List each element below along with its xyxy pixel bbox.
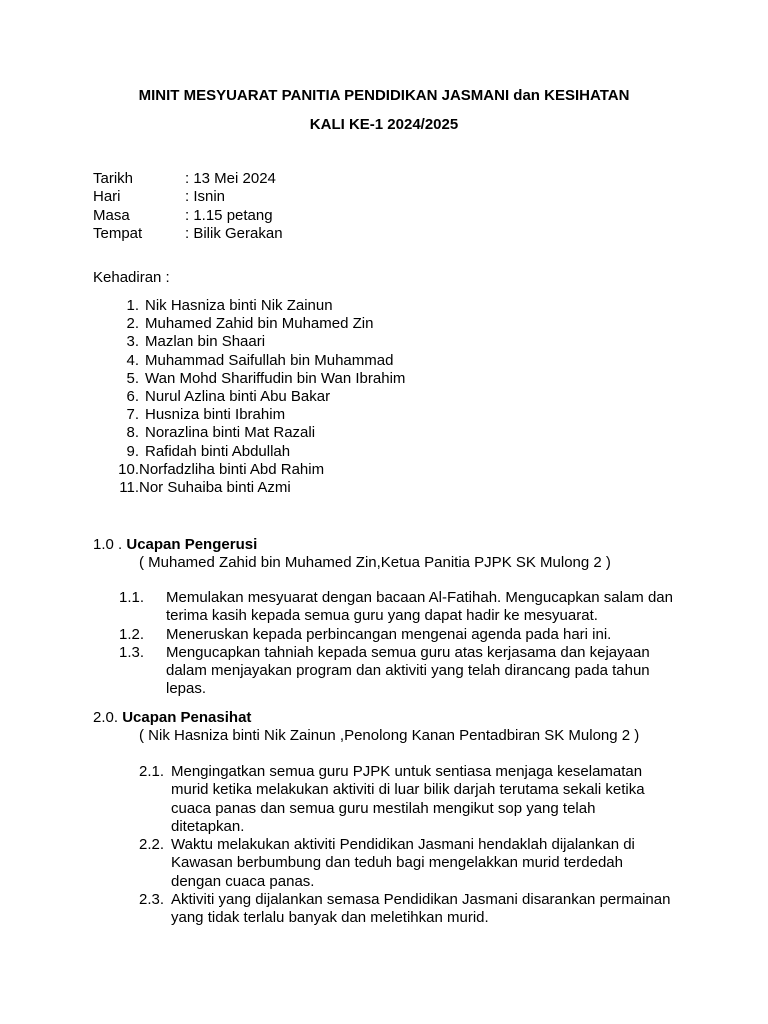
list-number: 11. (119, 478, 139, 496)
section-number: 2.0. (93, 709, 123, 726)
attendee-name: Nor Suhaiba binti Azmi (139, 478, 291, 496)
point-number: 2.2. (139, 836, 165, 854)
attendance-list (93, 297, 405, 497)
detail-value: : 1.15 petang (185, 206, 273, 224)
point-text: Meneruskan kepada perbincangan mengenai agenda pada hari ini. (166, 625, 612, 643)
list-item (93, 315, 405, 333)
list-number: 2. (126, 315, 139, 333)
list-item (93, 479, 405, 497)
section-1-points (93, 589, 693, 699)
detail-label: Hari (93, 188, 121, 206)
section-2-heading (93, 709, 251, 727)
list-number: 10. (118, 460, 139, 478)
list-item (139, 891, 679, 928)
point-text: Waktu melakukan aktiviti Pendidikan Jasmani hendaklah dijalankan di Kawasan berbumbung dan teduh bagi mengelakkan murid terdedah dengan cuaca panas. (171, 836, 635, 890)
list-item (93, 333, 405, 351)
attendee-name: Nik Hasniza binti Nik Zainun (145, 297, 333, 314)
section-title: Ucapan Pengerusi (126, 536, 258, 553)
list-item (93, 406, 405, 424)
list-item (93, 352, 405, 370)
point-number: 1.1. (119, 589, 145, 606)
list-item (93, 626, 693, 644)
detail-value: : 13 Mei 2024 (185, 170, 276, 187)
section-2-points (139, 763, 679, 928)
list-number: 3. (126, 333, 139, 351)
point-number: 1.2. (119, 625, 145, 643)
detail-label: Tarikh (93, 170, 134, 187)
attendee-name: Nurul Azlina binti Abu Bakar (145, 387, 331, 405)
attendee-name: Husniza binti Ibrahim (145, 406, 286, 424)
document-title: MINIT MESYUARAT PANITIA PENDIDIKAN JASMANI dan KESIHATAN (138, 87, 630, 104)
point-number: 2.1. (139, 763, 165, 780)
meeting-details (93, 170, 283, 243)
list-number: 1. (126, 297, 139, 314)
document-subtitle: KALI KE-1 2024/2025 (309, 116, 459, 133)
detail-row-day (93, 188, 283, 206)
section-title: Ucapan Penasihat (122, 709, 252, 726)
section-1-subtitle: ( Muhamed Zahid bin Muhamed Zin,Ketua Panitia PJPK SK Mulong 2 ) (139, 554, 611, 571)
detail-value: : Bilik Gerakan (185, 224, 283, 242)
point-number: 1.3. (119, 643, 145, 661)
list-number: 6. (126, 387, 139, 405)
list-number: 8. (126, 424, 139, 442)
detail-row-date (93, 170, 283, 188)
attendee-name: Muhammad Saifullah bin Muhammad (145, 351, 394, 369)
attendee-name: Norfadzliha binti Abd Rahim (139, 460, 325, 478)
list-item (93, 370, 405, 388)
list-item (93, 297, 405, 315)
detail-row-venue (93, 225, 283, 243)
attendance-heading: Kehadiran : (93, 269, 170, 286)
section-1-heading (93, 536, 257, 554)
list-number: 5. (126, 369, 139, 387)
list-item (93, 461, 405, 479)
detail-value: : Isnin (185, 188, 226, 206)
point-number: 2.3. (139, 891, 165, 909)
point-text: Mengingatkan semua guru PJPK untuk sentiasa menjaga keselamatan murid ketika melakukan aktiviti di luar bilik darjah terutama sekali ketika cuaca panas dan semua guru mestilah mengikut sop yang telah ditetapkan. (171, 763, 645, 835)
detail-label: Tempat (93, 224, 143, 242)
point-text: Memulakan mesyuarat dengan bacaan Al-Fatihah. Mengucapkan salam dan terima kasih kepada semua guru yang dapat hadir ke mesyuarat. (166, 589, 673, 625)
point-text: Aktiviti yang dijalankan semasa Pendidikan Jasmani disarankan permainan yang tidak terlalu banyak dan meletihkan murid. (171, 891, 671, 927)
detail-label: Masa (93, 206, 130, 224)
attendee-name: Muhamed Zahid bin Muhamed Zin (145, 315, 374, 333)
list-item (93, 388, 405, 406)
list-item (139, 763, 679, 836)
point-text: Mengucapkan tahniah kepada semua guru atas kerjasama dan kejayaan dalam menjayakan program dan aktiviti yang telah dirancang pada tahun lepas. (166, 643, 650, 698)
list-item (139, 836, 679, 891)
attendee-name: Norazlina binti Mat Razali (145, 424, 316, 442)
attendee-name: Wan Mohd Shariffudin bin Wan Ibrahim (145, 369, 406, 387)
attendee-name: Rafidah binti Abdullah (145, 442, 291, 460)
section-2-subtitle: ( Nik Hasniza binti Nik Zainun ,Penolong Kanan Pentadbiran SK Mulong 2 ) (139, 727, 640, 744)
attendee-name: Mazlan bin Shaari (145, 333, 266, 351)
detail-row-time (93, 207, 283, 225)
list-item (93, 424, 405, 442)
list-item (93, 443, 405, 461)
list-number: 9. (126, 442, 139, 460)
list-number: 4. (126, 351, 139, 369)
list-item (93, 589, 693, 626)
list-number: 7. (126, 406, 139, 424)
list-item (93, 644, 693, 699)
section-number: 1.0 . (93, 536, 127, 553)
